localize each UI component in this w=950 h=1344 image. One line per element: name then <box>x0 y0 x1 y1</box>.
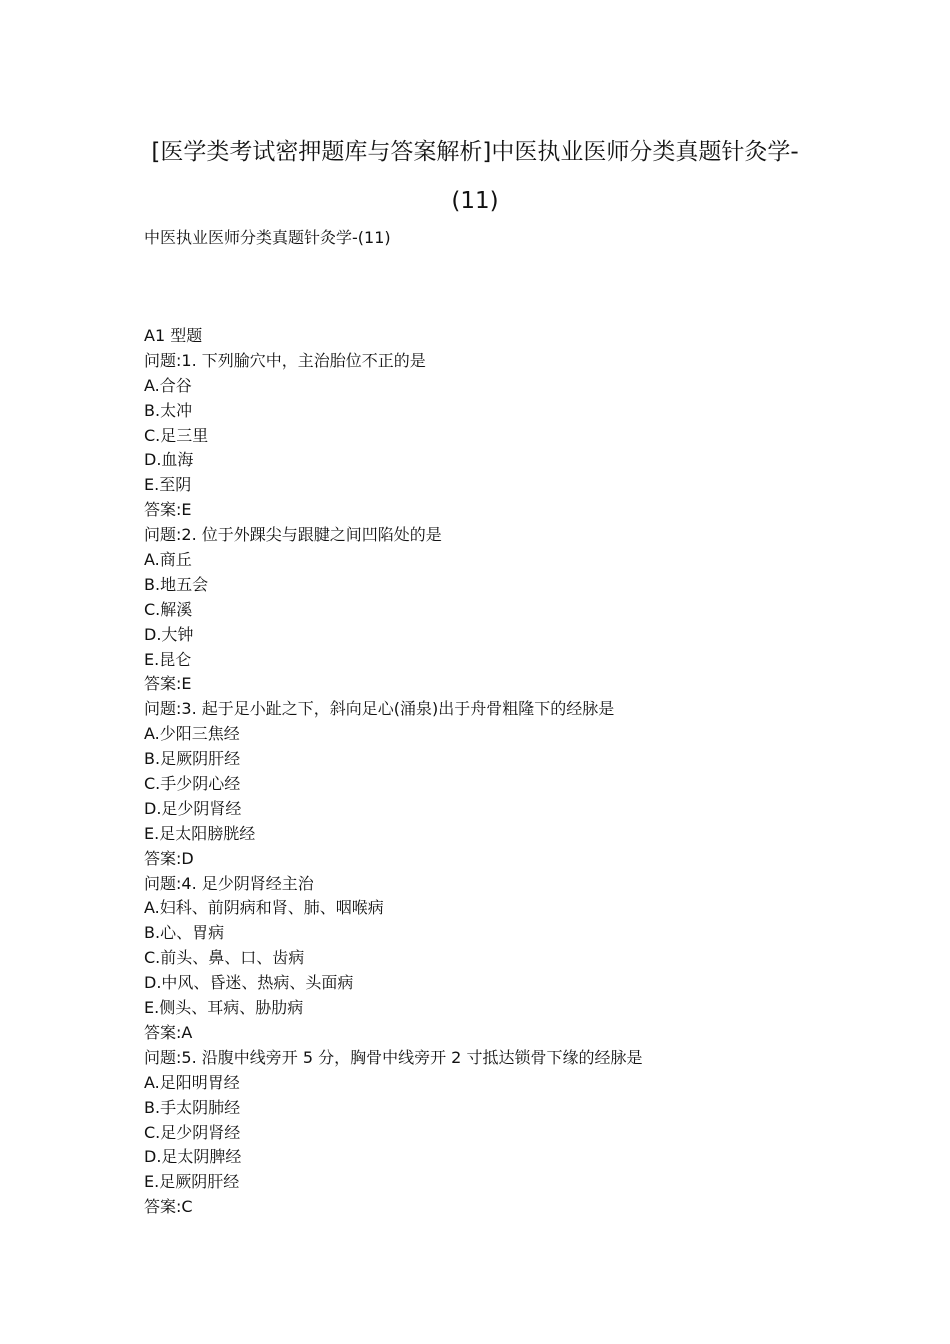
option-b: B.太冲 <box>144 400 193 420</box>
option-a: A.少阳三焦经 <box>144 724 240 744</box>
answer-text: 答案:C <box>144 1197 193 1217</box>
answer-text: 答案:E <box>144 674 192 694</box>
document-title-line-1: [医学类考试密押题库与答案解析]中医执业医师分类真题针灸学- <box>151 139 799 165</box>
option-c: C.解溪 <box>144 599 193 619</box>
option-e: E.侧头、耳病、胁肋病 <box>144 998 304 1018</box>
option-d: D.足太阴脾经 <box>144 1147 242 1167</box>
question-list <box>144 324 844 1220</box>
option-d: D.大钟 <box>144 624 194 644</box>
option-d: D.血海 <box>144 450 194 470</box>
option-c: C.手少阴心经 <box>144 774 241 794</box>
option-d: D.中风、昏迷、热病、头面病 <box>144 973 354 993</box>
option-e: E.昆仑 <box>144 649 192 669</box>
option-b: B.手太阴肺经 <box>144 1097 241 1117</box>
option-c: C.足三里 <box>144 425 209 445</box>
option-a: A.足阳明胃经 <box>144 1072 240 1092</box>
option-e: E.足厥阴肝经 <box>144 1172 240 1192</box>
option-b: B.地五会 <box>144 574 209 594</box>
section-heading: A1 型题 <box>144 326 203 345</box>
question-text: 问题:4. 足少阴肾经主治 <box>144 873 314 893</box>
option-b: B.心、胃病 <box>144 923 225 943</box>
option-c: C.足少阴肾经 <box>144 1122 241 1142</box>
question-text: 问题:1. 下列腧穴中，主治胎位不正的是 <box>144 350 426 370</box>
option-e: E.至阴 <box>144 475 192 495</box>
question-text: 问题:3. 起于足小趾之下，斜向足心(涌泉)出于舟骨粗隆下的经脉是 <box>144 699 615 719</box>
question-text: 问题:2. 位于外踝尖与跟腱之间凹陷处的是 <box>144 525 442 545</box>
question-text: 问题:5. 沿腹中线旁开 5 分，胸骨中线旁开 2 寸抵达锁骨下缘的经脉是 <box>144 1047 643 1067</box>
answer-text: 答案:A <box>144 1022 193 1042</box>
option-b: B.足厥阴肝经 <box>144 749 241 769</box>
option-a: A.妇科、前阴病和肾、肺、咽喉病 <box>144 898 384 918</box>
option-a: A.合谷 <box>144 375 192 395</box>
answer-text: 答案:E <box>144 500 192 520</box>
document-subtitle: 中医执业医师分类真题针灸学-(11) <box>144 228 391 247</box>
option-d: D.足少阴肾经 <box>144 798 242 818</box>
answer-text: 答案:D <box>144 848 194 868</box>
option-e: E.足太阳膀胱经 <box>144 823 256 843</box>
option-c: C.前头、鼻、口、齿病 <box>144 948 305 968</box>
option-a: A.商丘 <box>144 550 192 570</box>
document-title-line-2: (11) <box>451 188 499 214</box>
